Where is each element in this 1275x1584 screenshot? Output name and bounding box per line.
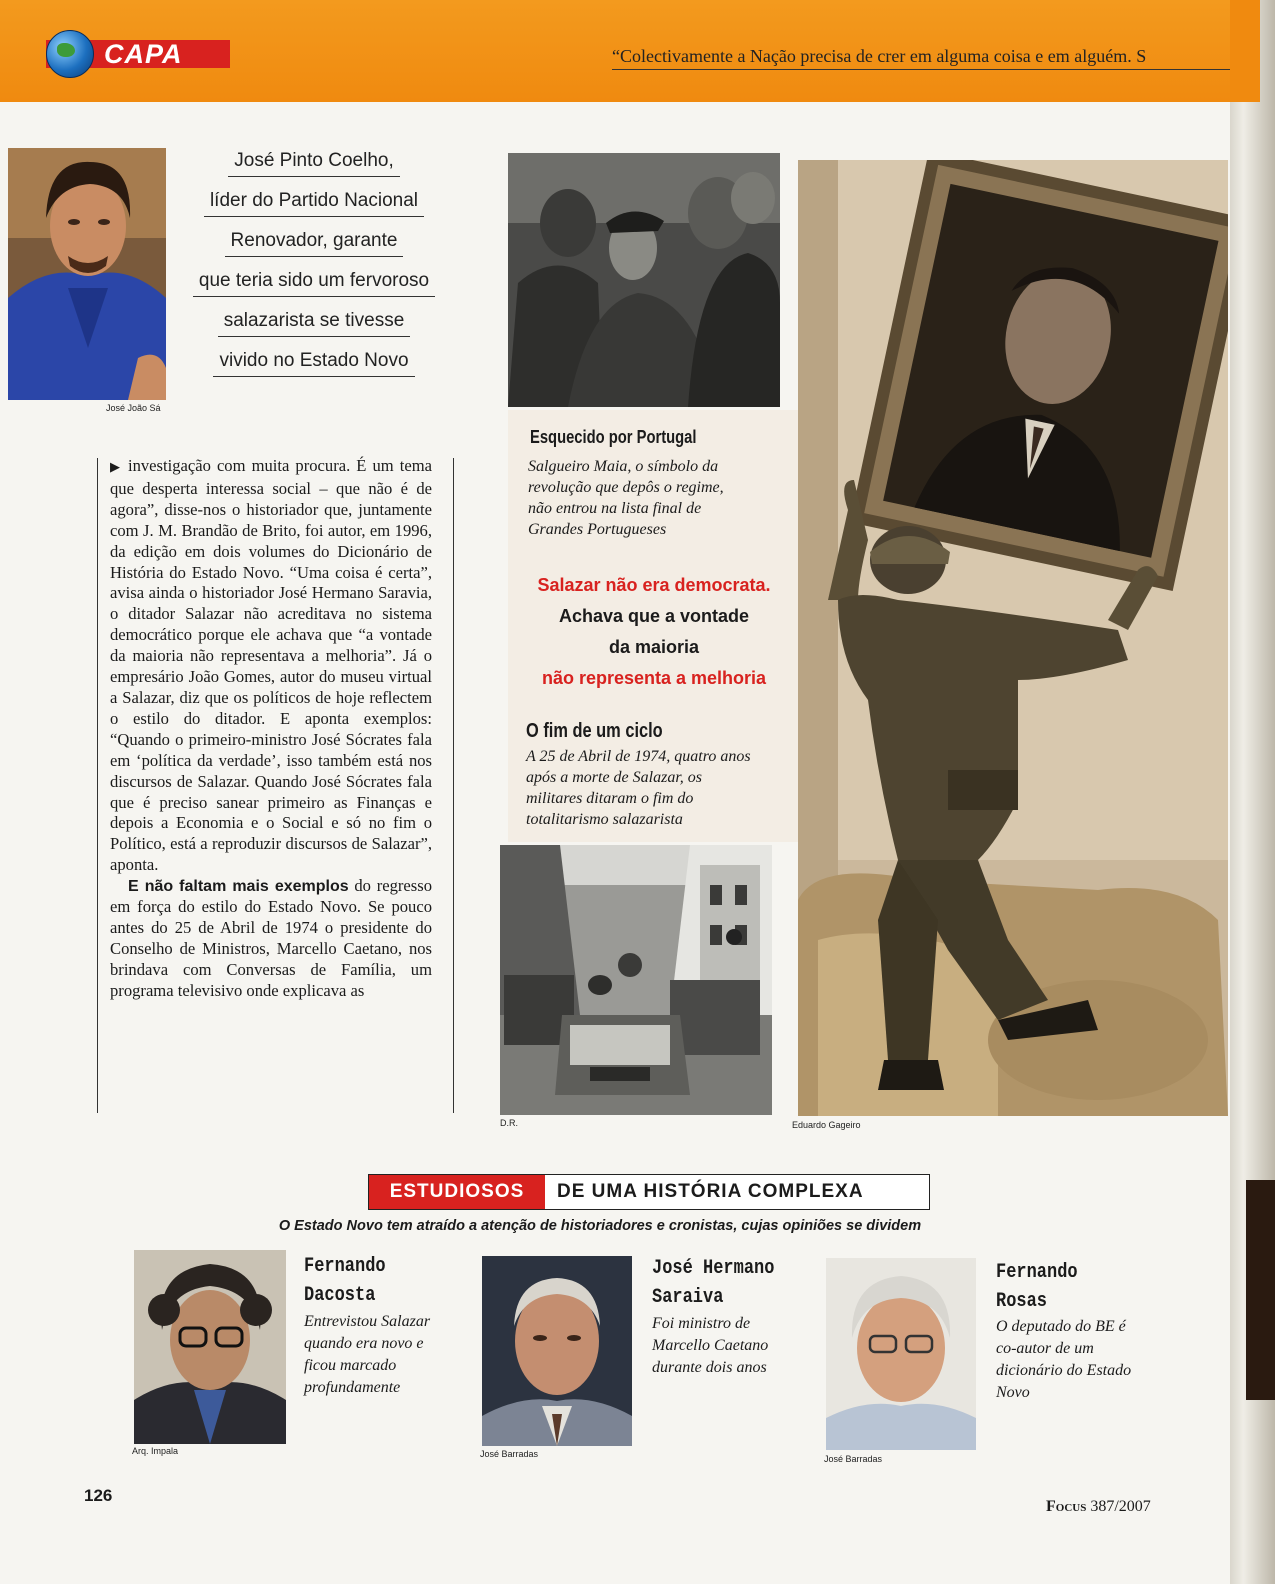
band-subtitle: O Estado Novo tem atraído a atenção de historiadores e cronistas, cujas opiniões se dividem	[278, 1218, 922, 1234]
pull-quote-line: não representa a melhoria	[541, 668, 767, 688]
header-quote: “Colectivamente a Nação precisa de crer em alguma coisa e em alguém. S	[612, 46, 1230, 70]
photo-credit: Arq. Impala	[132, 1446, 179, 1456]
photo-credit: José Barradas	[824, 1454, 883, 1464]
body-lead-in: E não faltam mais exemplos	[128, 878, 349, 896]
page-number: 126	[84, 1486, 113, 1505]
pull-quote-line: Salazar não era democrata.	[537, 575, 771, 595]
body-paragraph: ▶ investigação com muita procura. É um tema que desperta interessa social – que não é de agora”, disse-nos o historiador que, juntamente com J. M. Brandão de Brito, foi autor, em 1996, da edição em dois volumes do Dicionário de História do Estado Novo. “Uma coisa é certa”, avisa ainda o historiador José Hermano Saravia, o ditador Salazar não acreditava no sistema democrático porque ele achava que “a vontade da maioria não representava a melhoria”. Já o empresário João Gomes, autor do museu virtual a Salazar, diz que os políticos de hoje reflectem o estilo do ditador. E aponta exemplos: “Quando o primeiro-ministro José Sócrates fala em ‘política da verdade’, isso também está nos discursos de Salazar. Quando José Sócrates fala que é preciso sanear primeiro as Finanças e depois a Economia e o Social e só no fim o Político, está a reproduzir discursos de Salazar”, aponta.	[110, 456, 432, 875]
column-rule-right	[453, 458, 454, 1113]
magazine-name: Focus	[1046, 1498, 1087, 1515]
scholar-name: José Hermano Saraiva	[652, 1257, 775, 1309]
column-rule-left	[97, 458, 98, 1113]
portrait-removal-photo	[798, 160, 1228, 1116]
scholar-name: Fernando Dacosta	[304, 1255, 386, 1307]
intro-line: José Pinto Coelho,	[228, 150, 400, 177]
photo-credit: José Barradas	[480, 1449, 539, 1459]
scholar-description: O deputado do BE é co-autor de um dicionário do Estado Novo	[996, 1318, 1132, 1401]
photo-credit: Eduardo Gageiro	[792, 1120, 861, 1130]
caption-title: O fim de um ciclo	[526, 720, 663, 742]
issue-number: 387/2007	[1090, 1498, 1151, 1515]
magazine-footer	[1046, 1498, 1151, 1516]
globe-icon	[46, 30, 94, 78]
photo-credit: D.R.	[500, 1118, 518, 1128]
scholar-description: Entrevistou Salazar quando era novo e ficou marcado profundamente	[304, 1313, 431, 1396]
pull-quote	[520, 570, 788, 694]
arrow-icon: ▶	[110, 460, 128, 475]
intro-blurb	[186, 150, 442, 390]
pull-quote-line: Achava que a vontade	[558, 606, 750, 626]
intro-line: salazarista se tivesse	[218, 310, 411, 337]
section-band	[368, 1174, 930, 1210]
caption-text: Salgueiro Maia, o símbolo da revolução que depôs o regime, não entrou na lista final de Grandes Portugueses	[528, 458, 724, 538]
intro-line: que teria sido um fervoroso	[193, 270, 435, 297]
next-page-header-strip	[1230, 0, 1260, 102]
band-highlight: ESTUDIOSOS	[369, 1175, 545, 1209]
body-paragraph: E não faltam mais exemplos do regresso em força do estilo do Estado Novo. Se pouco antes do 25 de Abril de 1974 o presidente do Conselho de Ministros, Marcello Caetano, nos brindava com Conversas de Família, um programa televisivo onde explicava as	[110, 876, 432, 1000]
soldiers-photo	[508, 153, 780, 407]
scholar-description: Foi ministro de Marcello Caetano durante dois anos	[652, 1315, 769, 1376]
photo-credit: José João Sá	[106, 403, 161, 413]
section-label: CAPA	[104, 39, 183, 69]
scholar-name: Fernando Rosas	[996, 1261, 1078, 1313]
caption-text: A 25 de Abril de 1974, quatro anos após a morte de Salazar, os militares ditaram o fim do totalitarismo salazarista	[526, 748, 751, 828]
scholar-photo	[826, 1258, 976, 1450]
intro-line: vivido no Estado Novo	[213, 350, 414, 377]
article-body	[110, 456, 432, 1002]
intro-line: líder do Partido Nacional	[204, 190, 424, 217]
next-page-photo-fragment	[1246, 1180, 1275, 1400]
caption-title: Esquecido por Portugal	[530, 427, 697, 447]
scholar-photo	[482, 1256, 632, 1446]
intro-portrait-photo	[8, 148, 166, 400]
band-title: DE UMA HISTÓRIA COMPLEXA	[557, 1181, 864, 1202]
pull-quote-line: da maioria	[608, 637, 700, 657]
tanks-photo	[500, 845, 772, 1115]
scholar-photo	[134, 1250, 286, 1444]
intro-line: Renovador, garante	[225, 230, 404, 257]
